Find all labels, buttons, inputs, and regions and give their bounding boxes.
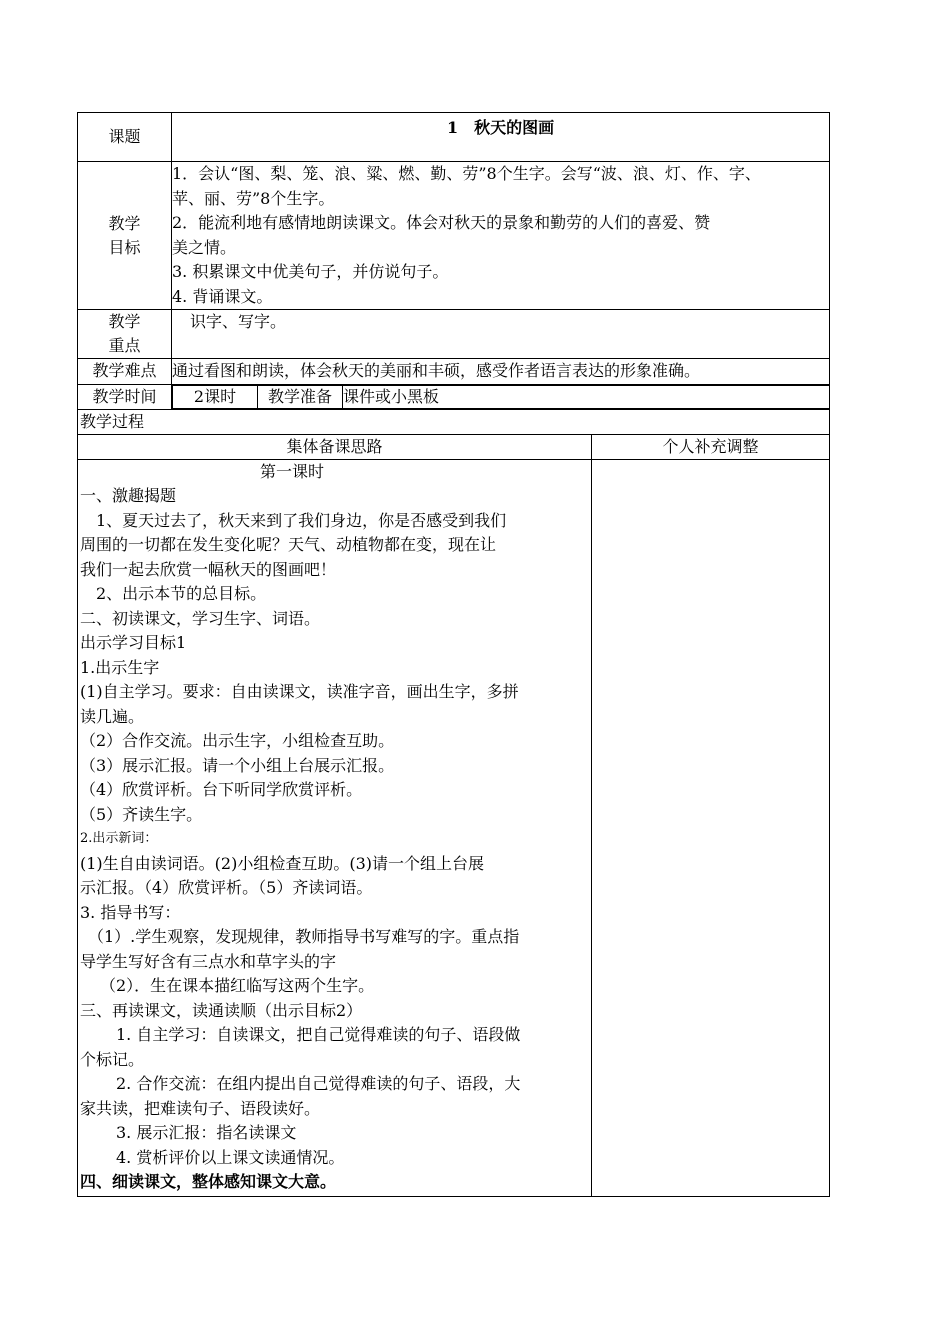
process-line: 第一课时 bbox=[260, 461, 325, 481]
process-line: 4. 赏析评价以上课文读通情况。 bbox=[116, 1147, 345, 1167]
lesson-title: 1 秋天的图画 bbox=[446, 118, 555, 137]
focus-label: 教学 重点 bbox=[78, 310, 172, 359]
time-label: 教学时间 bbox=[78, 384, 172, 409]
goal-line: 4. 背诵课文。 bbox=[172, 286, 273, 306]
process-line: 2. 合作交流：在组内提出自己觉得难读的句子、语段，大 bbox=[116, 1074, 521, 1093]
process-line: 1、夏天过去了，秋天来到了我们身边，你是否感受到我们 bbox=[80, 510, 507, 530]
difficulty-row bbox=[78, 359, 830, 385]
time-value: 2课时 bbox=[173, 385, 258, 408]
process-line: 读几遍。 bbox=[80, 706, 145, 726]
process-line: （2）合作交流。出示生字，小组检查互助。 bbox=[80, 731, 395, 750]
process-line: 导学生写好含有三点水和草字头的字 bbox=[80, 951, 337, 971]
process-line: 出示学习目标1 bbox=[80, 633, 187, 652]
time-prep-table bbox=[172, 385, 829, 409]
goal-line: 1．会认“图、梨、笼、浪、粱、燃、勤、劳”8个生字。会写“波、浪、灯、作、字、 bbox=[172, 164, 761, 183]
process-line: （3）展示汇报。请一个小组上台展示汇报。 bbox=[80, 755, 395, 775]
prep-label: 教学准备 bbox=[258, 385, 343, 408]
topic-row bbox=[78, 113, 830, 162]
difficulty-label: 教学难点 bbox=[78, 359, 172, 385]
goal-line: 苹、丽、劳”8个生字。 bbox=[172, 188, 335, 208]
process-line: （4）欣赏评析。台下听同学欣赏评析。 bbox=[80, 780, 363, 799]
personal-column-header: 个人补充调整 bbox=[592, 434, 830, 459]
focus-row bbox=[78, 310, 830, 359]
process-line: (1)自主学习。要求：自由读课文，读准字音，画出生字，多拼 bbox=[80, 682, 519, 701]
personal-adjustment-cell bbox=[592, 459, 830, 1196]
process-line: 一、激趣揭题 bbox=[80, 486, 177, 505]
goals-row bbox=[78, 162, 830, 310]
lesson-plan-page bbox=[77, 112, 829, 1197]
process-lines bbox=[80, 460, 589, 1195]
goals-label: 教学 目标 bbox=[78, 162, 172, 310]
group-column-header: 集体备课思路 bbox=[78, 434, 592, 459]
process-body-row bbox=[78, 459, 830, 1196]
process-line: 示汇报。（4）欣赏评析。（5）齐读词语。 bbox=[80, 878, 373, 897]
goals-list bbox=[172, 162, 830, 310]
process-line: （2）．生在课本描红临写这两个生字。 bbox=[100, 976, 375, 995]
process-content bbox=[78, 459, 592, 1196]
process-line: （1）.学生观察，发现规律，教师指导书写难写的字。重点指 bbox=[88, 927, 520, 946]
process-line: 周围的一切都在发生变化呢？天气、动植物都在变，现在让 bbox=[80, 535, 497, 554]
focus-text: 识字、写字。 bbox=[190, 312, 287, 331]
process-line: 二、初读课文，学习生字、词语。 bbox=[80, 608, 321, 628]
process-line: 个标记。 bbox=[80, 1049, 145, 1069]
process-header-row bbox=[78, 434, 830, 459]
time-row bbox=[78, 384, 830, 409]
process-line: 3. 展示汇报：指名读课文 bbox=[116, 1123, 297, 1142]
goal-line: 美之情。 bbox=[172, 237, 237, 257]
process-line: 四、细读课文，整体感知课文大意。 bbox=[80, 1172, 337, 1191]
process-label-row bbox=[78, 409, 830, 434]
goal-line: 2．能流利地有感情地朗读课文。体会对秋天的景象和勤劳的人们的喜爱、赞 bbox=[172, 213, 711, 232]
process-line: 家共读，把难读句子、语段读好。 bbox=[80, 1098, 321, 1118]
process-label: 教学过程 bbox=[78, 409, 830, 434]
difficulty-text: 通过看图和朗读，体会秋天的美丽和丰硕，感受作者语言表达的形象准确。 bbox=[172, 361, 701, 380]
process-line: 我们一起去欣赏一幅秋天的图画吧！ bbox=[80, 559, 337, 579]
process-line: 1.出示生字 bbox=[80, 657, 160, 677]
process-line: 3. 指导书写： bbox=[80, 902, 181, 922]
goal-line: 3. 积累课文中优美句子，并仿说句子。 bbox=[172, 262, 449, 281]
topic-label: 课题 bbox=[78, 113, 172, 162]
process-line: 2、出示本节的总目标。 bbox=[80, 584, 267, 603]
lesson-plan-table bbox=[77, 112, 830, 1197]
process-line: 2.出示新词： bbox=[80, 831, 158, 846]
process-line: (1)生自由读词语。(2)小组检查互助。(3)请一个组上台展 bbox=[80, 853, 484, 873]
process-line: 1. 自主学习：自读课文，把自己觉得难读的句子、语段做 bbox=[116, 1025, 521, 1044]
prep-value: 课件或小黑板 bbox=[343, 385, 830, 408]
process-line: （5）齐读生字。 bbox=[80, 804, 203, 824]
process-line: 三、再读课文，读通读顺（出示目标2） bbox=[80, 1000, 363, 1020]
